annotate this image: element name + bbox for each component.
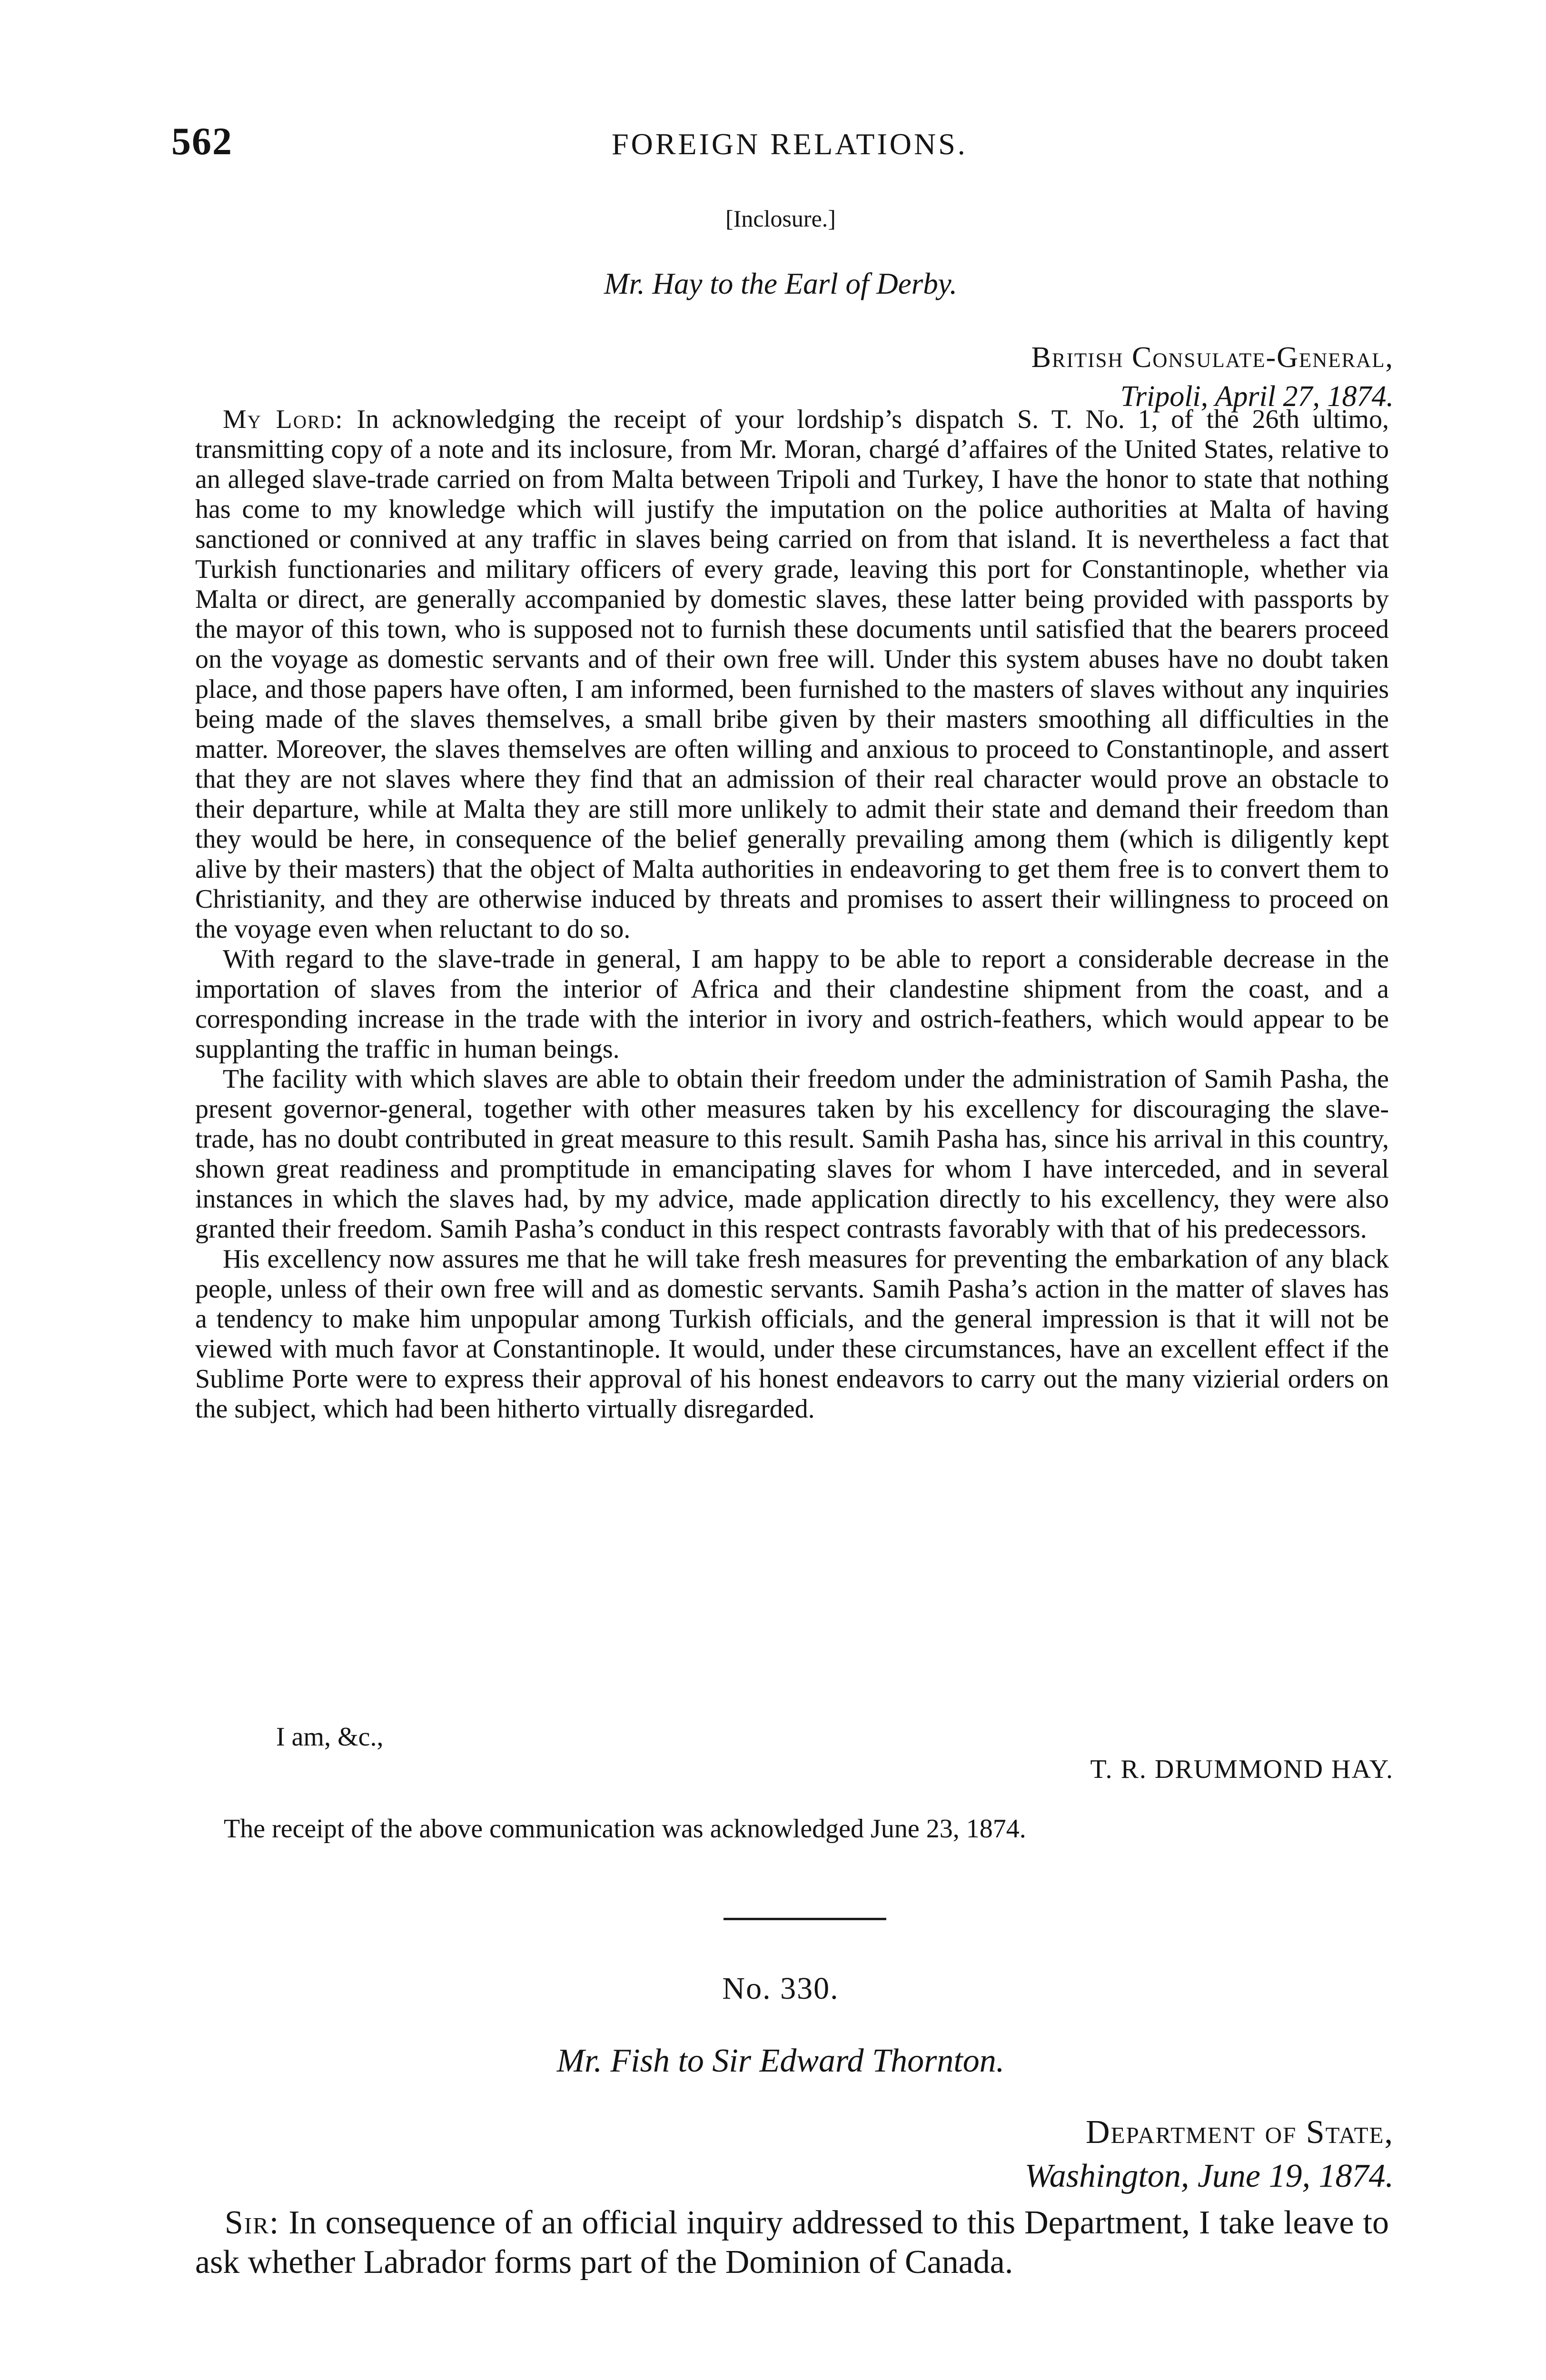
next-document-paragraph-text: In consequence of an official inquiry addressed to this Department, I take leave to ask whether Labrador forms part of the Dominion of Canada. xyxy=(195,2204,1389,2281)
page-number: 562 xyxy=(171,119,233,163)
next-document-body xyxy=(195,2203,1389,2282)
next-document-address-block xyxy=(1025,2111,1394,2198)
inclosure-paragraph-1 xyxy=(195,405,1389,944)
next-document-salutation: Sir: xyxy=(225,2204,280,2241)
inclosure-date: Tripoli, April 27, 1874. xyxy=(1120,380,1394,413)
closing-line: I am, &c., xyxy=(276,1722,384,1752)
inclosure-paragraph-3: The facility with which slaves are able to obtain their freedom under the administration of Samih Pasha, the present governor-general, together with other measures taken by his excellency for discouraging the slave-trade, has no doubt contributed in great measure to this result. Samih Pasha has, since his arrival in this country, shown great readiness and promptitude in emancipating slaves for whom I have interceded, and in several instances in which the slaves had, by my advice, made application directly to his excellency, they were also granted their freedom. Samih Pasha’s conduct in this respect contrasts favorably with that of his predecessors. xyxy=(195,1064,1389,1244)
inclosure-label: [Inclosure.] xyxy=(725,205,836,232)
inclosure-salutation: My Lord: xyxy=(223,405,344,434)
next-document-date: Washington, June 19, 1874. xyxy=(1024,2158,1394,2194)
inclosure-paragraph-2: With regard to the slave-trade in general, I am happy to be able to report a considerable decrease in the importation of slaves from the interior of Africa and their clandestine shipment from the coast, and a corresponding increase in the trade with the interior in ivory and ostrich-feathers, which would appear to be supplanting the traffic in human beings. xyxy=(195,944,1389,1064)
inclosure-paragraph-4: His excellency now assures me that he will take fresh measures for preventing the embarkation of any black people, unless of their own free will and as domestic servants. Samih Pasha’s action in the matter of slaves has a tendency to make him unpopular among Turkish officials, and the general impression is that it will not be viewed with much favor at Constantinople. It would, under these circumstances, have an excellent effect if the Sublime Porte were to express their approval of his honest endeavors to carry out the many vizierial orders on the subject, which had been hitherto virtually disregarded. xyxy=(195,1244,1389,1424)
running-head: FOREIGN RELATIONS. xyxy=(612,127,968,161)
next-document-place: Department of State, xyxy=(1085,2114,1394,2151)
document-number: No. 330. xyxy=(722,1971,839,2006)
page-header xyxy=(171,119,1390,176)
inclosure-body xyxy=(195,405,1389,1424)
inclosure-place: British Consulate-General, xyxy=(1031,341,1394,374)
receipt-note: The receipt of the above communication was acknowledged June 23, 1874. xyxy=(224,1814,1026,1844)
next-document-paragraph xyxy=(195,2203,1389,2282)
inclosure-title: Mr. Hay to the Earl of Derby. xyxy=(604,267,957,300)
next-document-title: Mr. Fish to Sir Edward Thornton. xyxy=(556,2043,1005,2079)
inclosure-paragraph-1-text: In acknowledging the receipt of your lordship’s dispatch S. T. No. 1, of the 26th ultimo, transmitting copy of a note and its inclosure, from Mr. Moran, chargé d’affaires of the United States, relative to an alleged slave-trade carried on from Malta between Tripoli and Turkey, I have the honor to state that nothing has come to my knowledge which will justify the imputation on the police authorities at Malta of having sanctioned or connived at any traffic in slaves being carried on from that island. It is nevertheless a fact that Turkish functionaries and military officers of every grade, leaving this port for Constantinople, whether via Malta or direct, are generally accompanied by domestic slaves, these latter being provided with passports by the mayor of this town, who is supposed not to furnish these documents until satisfied that the bearers proceed on the voyage as domestic servants and of their own free will. Under this system abuses have no doubt taken place, and those papers have often, I am informed, been furnished to the masters of slaves without any inquiries being made of the slaves themselves, a small bribe given by their masters smoothing all difficulties in the matter. Moreover, the slaves themselves are often willing and anxious to proceed to Constantinople, and assert that they are not slaves where they find that an admission of their real character would prove an obstacle to their departure, while at Malta they are still more unlikely to admit their state and demand their freedom than they would be here, in consequence of the belief generally prevailing among them (which is diligently kept alive by their masters) that the object of Malta authorities in endeavoring to get them free is to convert them to Christianity, and they are otherwise induced by threats and promises to assert their willingness to proceed on the voyage even when reluctant to do so. xyxy=(195,405,1389,944)
signature: T. R. DRUMMOND HAY. xyxy=(1090,1755,1394,1784)
section-divider xyxy=(723,1918,886,1920)
